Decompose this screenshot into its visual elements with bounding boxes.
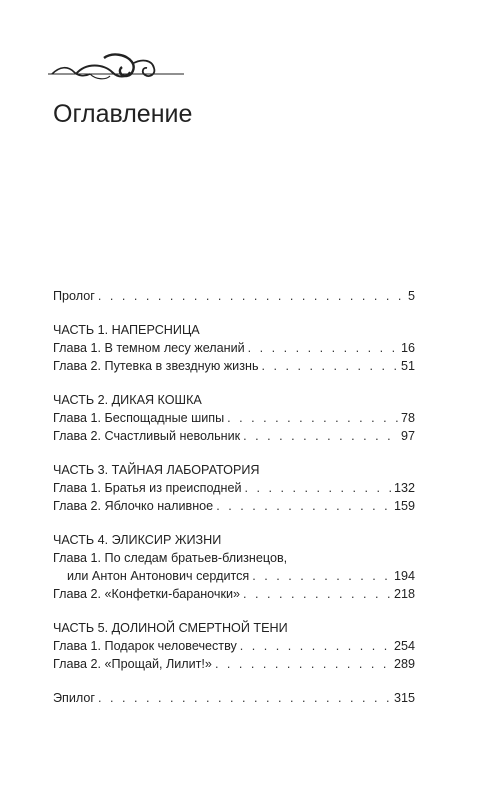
part-heading: ЧАСТЬ 2. ДИКАЯ КОШКА	[53, 393, 202, 407]
toc-page-number: 315	[393, 691, 415, 705]
toc-entry-label: Глава 2. Счастливый невольник	[53, 429, 241, 443]
dot-leader	[216, 497, 391, 515]
toc-entry-label: или Антон Антонович сердится	[67, 569, 250, 583]
dot-leader	[227, 409, 398, 427]
part-heading: ЧАСТЬ 5. ДОЛИНОЙ СМЕРТНОЙ ТЕНИ	[53, 621, 288, 635]
part-heading: ЧАСТЬ 4. ЭЛИКСИР ЖИЗНИ	[53, 533, 222, 547]
toc-entry-chapter[interactable]	[53, 339, 415, 357]
toc-entry-label: Глава 1. Братья из преисподней	[53, 481, 242, 495]
page-title: Оглавление	[53, 100, 193, 128]
toc-entry-label: Глава 2. Путевка в звездную жизнь	[53, 359, 259, 373]
dot-leader	[98, 689, 391, 707]
toc-page-number: 78	[400, 411, 415, 425]
toc-page-number: 51	[400, 359, 415, 373]
dot-leader	[240, 637, 391, 655]
toc-entry-chapter[interactable]	[53, 427, 415, 445]
toc-page-number: 194	[393, 569, 415, 583]
toc-entry-chapter[interactable]	[53, 497, 415, 515]
toc-entry-epilogue[interactable]	[53, 689, 415, 707]
toc-entry-label: Глава 1. Подарок человечеству	[53, 639, 237, 653]
dot-leader	[243, 427, 398, 445]
toc-entry-label-line1[interactable]: Глава 1. По следам братьев-близнецов,	[53, 551, 288, 565]
toc-page-number: 159	[393, 499, 415, 513]
toc-entry-label: Глава 2. Яблочко наливное	[53, 499, 214, 513]
dot-leader	[262, 357, 398, 375]
toc-entry-label: Пролог	[53, 289, 95, 303]
dot-leader	[245, 479, 391, 497]
toc-page-number: 218	[393, 587, 415, 601]
toc-entry-chapter[interactable]	[53, 585, 415, 603]
toc-entry-label: Эпилог	[53, 691, 95, 705]
toc-page-number: 5	[407, 289, 415, 303]
toc-entry-label: Глава 1. Беспощадные шипы	[53, 411, 225, 425]
toc-page-number: 254	[393, 639, 415, 653]
toc-entry-label: Глава 2. «Конфетки-бараночки»	[53, 587, 240, 601]
toc-entry-prologue[interactable]	[53, 287, 415, 305]
toc-page-number: 16	[400, 341, 415, 355]
dot-leader	[243, 585, 391, 603]
toc-page-number: 97	[400, 429, 415, 443]
toc-page-number: 132	[393, 481, 415, 495]
toc-entry-chapter[interactable]	[53, 655, 415, 673]
toc-entry-label: Глава 2. «Прощай, Лилит!»	[53, 657, 212, 671]
toc-page-number: 289	[393, 657, 415, 671]
dot-leader	[215, 655, 391, 673]
table-of-contents	[53, 287, 415, 707]
dot-leader	[252, 567, 391, 585]
dot-leader	[98, 287, 405, 305]
dot-leader	[248, 339, 398, 357]
flourish-ornament	[46, 50, 186, 86]
toc-entry-label: Глава 1. В темном лесу желаний	[53, 341, 245, 355]
toc-entry-chapter[interactable]	[53, 409, 415, 427]
toc-entry-chapter[interactable]	[53, 567, 415, 585]
toc-entry-chapter[interactable]	[53, 637, 415, 655]
part-heading: ЧАСТЬ 3. ТАЙНАЯ ЛАБОРАТОРИЯ	[53, 463, 260, 477]
toc-entry-chapter[interactable]	[53, 479, 415, 497]
part-heading: ЧАСТЬ 1. НАПЕРСНИЦА	[53, 323, 200, 337]
toc-entry-chapter[interactable]	[53, 357, 415, 375]
